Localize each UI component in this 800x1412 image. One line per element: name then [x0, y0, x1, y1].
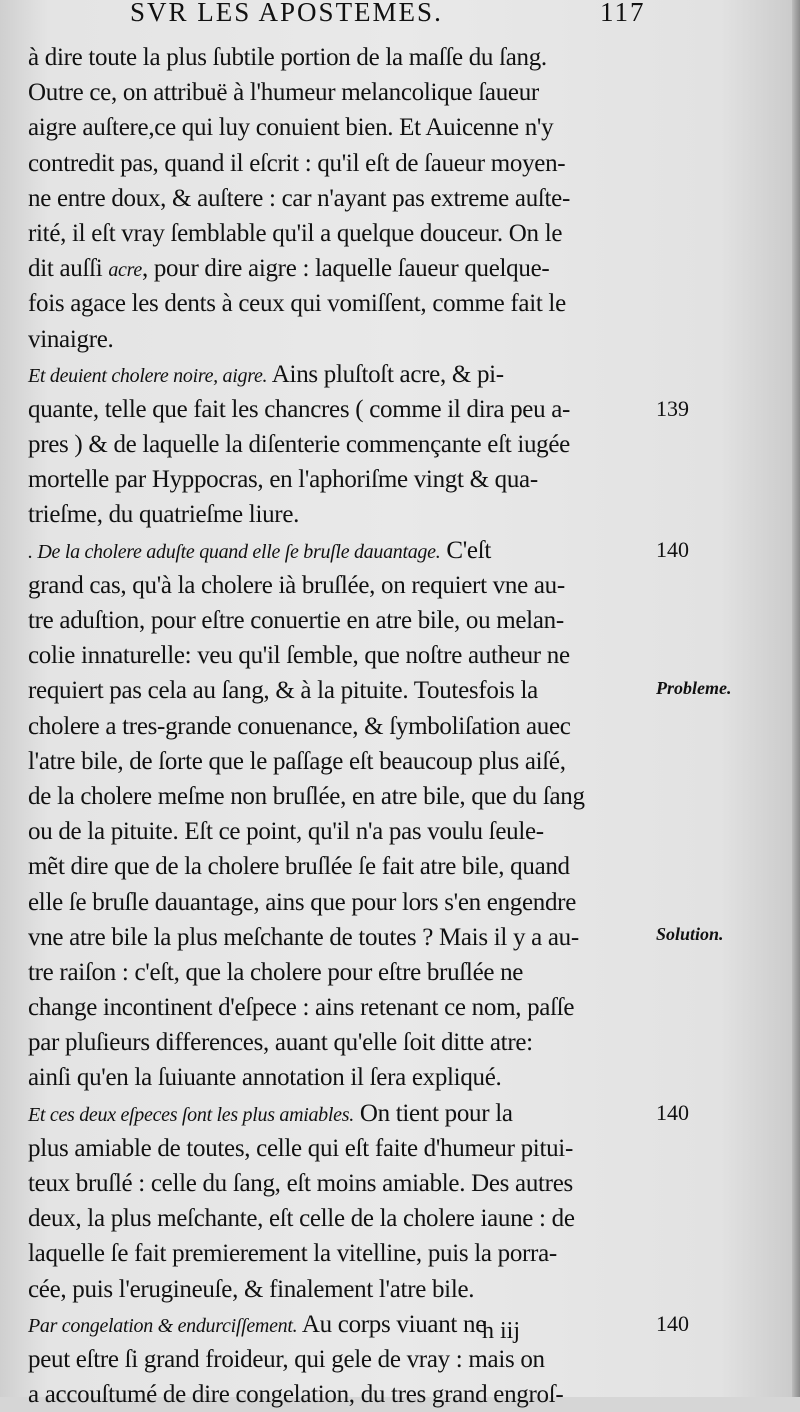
line-text: à dire toute la plus ſubtile portion de la maſſe du ſang.: [28, 44, 547, 71]
text-line: [28, 533, 652, 568]
line-text: contredit pas, quand il eſcrit : qu'il eſt de ſaueur moyen-: [28, 149, 566, 177]
text-line: [28, 849, 652, 884]
text-line: [28, 1236, 652, 1271]
text-line: [28, 1307, 652, 1342]
text-line: [28, 286, 652, 321]
line-text: Ains pluſtoſt acre, & pi-: [267, 360, 504, 388]
text-line: [28, 1096, 652, 1131]
line-text: On tient pour la: [353, 1099, 513, 1127]
italic-lemma: Et ces deux eſpeces ſont les plus amiables.: [28, 1103, 354, 1126]
italic-lemma: Et deuient cholere noire, aigre.: [28, 364, 268, 387]
italic-lemma: acre: [108, 259, 142, 282]
text-line: [28, 1272, 652, 1307]
margin-reference-number: 140: [656, 1311, 689, 1337]
text-line: [28, 955, 652, 990]
line-text: tre aduſtion, pour eſtre conuertie en atre bile, ou melan-: [28, 607, 564, 634]
line-text: par pluſieurs differences, auant qu'elle ſoit ditte atre:: [28, 1029, 533, 1057]
signature-mark: h iij: [482, 1318, 521, 1344]
line-text: deux, la plus meſchante, eſt celle de la cholere iaune : de: [28, 1205, 575, 1233]
text-block: [28, 40, 652, 1412]
running-header: [130, 0, 690, 28]
line-text: ne entre doux, & auſtere : car n'ayant pas extreme auſte-: [28, 184, 571, 212]
line-text: laquelle ſe fait premierement la vitelline, puis la porra-: [28, 1240, 557, 1268]
margin-reference-number: 140: [656, 536, 689, 562]
text-line: [28, 75, 652, 110]
text-line: [28, 427, 652, 462]
line-text: vne atre bile la plus meſchante de toutes ? Mais il y a au-: [28, 923, 579, 951]
text-line: [28, 110, 652, 145]
text-line: [28, 990, 652, 1025]
line-text: mẽt dire que de la cholere bruſlée ſe fait atre bile, quand: [28, 853, 570, 881]
text-line: [28, 920, 652, 955]
text-line: [28, 1377, 652, 1412]
line-text: ainſi qu'en la ſuiuante annotation il ſera expliqué.: [28, 1064, 502, 1092]
line-text: fois agace les dents à ceux qui vomiſſent, comme fait le: [28, 290, 566, 318]
line-text: aigre auſtere,ce qui luy conuient bien. Et Auicenne n'y: [28, 114, 554, 142]
line-text: C'eſt: [440, 536, 492, 564]
line-text: de la cholere meſme non bruſlée, en atre bile, que du ſang: [28, 782, 585, 810]
text-line: [28, 462, 652, 497]
text-line: [28, 568, 652, 603]
line-text: grand cas, qu'à la cholere ià bruſlée, on requiert vne au-: [28, 571, 565, 599]
line-text: pres ) & de laquelle la diſenterie commençante eſt iugée: [28, 431, 570, 459]
text-line: [28, 146, 652, 181]
text-line: [28, 638, 652, 673]
line-text: cholere a tres-grande conuenance, & ſymboliſation auec: [28, 712, 571, 740]
text-line: [28, 814, 652, 849]
line-text: colie innaturelle: veu qu'il ſemble, que noſtre autheur ne: [28, 642, 570, 670]
line-text: cée, puis l'erugineuſe, & finalement l'atre bile.: [28, 1275, 475, 1303]
margin-reference-number: 140: [656, 1100, 689, 1125]
text-line: [28, 181, 652, 216]
text-line: [28, 1131, 652, 1166]
text-line: [28, 1342, 652, 1377]
text-line: [28, 1166, 652, 1201]
text-line: [28, 673, 652, 708]
line-text: ou de la pituite. Eſt ce point, qu'il n'a pas voulu ſeule-: [28, 818, 544, 846]
running-title: SVR LES APOSTEMES.: [130, 0, 443, 27]
text-line: [28, 1201, 652, 1236]
line-text: quante, telle que fait les chancres ( comme il dira peu a-: [28, 395, 571, 423]
line-text: vinaigre.: [28, 325, 114, 353]
line-text: l'atre bile, de ſorte que le paſſage eſt beaucoup plus aiſé,: [28, 747, 566, 775]
margin-note: Probleme.: [656, 677, 732, 698]
line-text: change incontinent d'eſpece : ains retenant ce nom, paſſe: [28, 994, 575, 1022]
line-text: peut eſtre ſi grand froideur, qui gele de vray : mais on: [28, 1345, 545, 1373]
line-text: Outre ce, on attribuë à l'humeur melancolique ſaueur: [28, 79, 539, 107]
margin-reference-number: 139: [656, 396, 689, 421]
italic-lemma: Par congelation & endurciſſement.: [28, 1314, 298, 1337]
text-line: [28, 603, 652, 638]
line-text: tre raiſon : c'eſt, que la cholere pour eſtre bruſlée ne: [28, 958, 524, 986]
text-line: [28, 744, 652, 779]
text-line: [28, 40, 652, 75]
text-line: [28, 779, 652, 814]
margin-note: Solution.: [656, 924, 724, 944]
line-text: mortelle par Hyppocras, en l'aphoriſme vingt & qua-: [28, 466, 538, 494]
line-text: rité, il eſt vray ſemblable qu'il a quelque douceur. On le: [28, 219, 563, 247]
line-text: plus amiable de toutes, celle qui eſt faite d'humeur pitui-: [28, 1134, 573, 1162]
line-text: requiert pas cela au ſang, & à la pituite. Toutesfois la: [28, 677, 538, 705]
text-line: [28, 357, 652, 392]
italic-lemma: . De la cholere aduſte quand elle ſe bruſle dauantage.: [28, 540, 441, 563]
text-line: [28, 1060, 652, 1095]
text-line: [28, 709, 652, 744]
text-line: [28, 392, 652, 427]
line-text: a accouſtumé de dire congelation, du tres grand engroſ-: [28, 1381, 564, 1409]
line-text: Au corps viuant ne: [297, 1310, 487, 1338]
text-line: [28, 1025, 652, 1060]
line-text: dit auſſi: [28, 255, 109, 283]
line-text: elle ſe bruſle dauantage, ains que pour lors s'en engendre: [28, 888, 577, 916]
text-line: [28, 885, 652, 920]
text-line: [28, 251, 652, 286]
text-line: [28, 497, 652, 532]
page-number: 117: [600, 0, 646, 27]
line-text: teux bruſlé : celle du ſang, eſt moins amiable. Des autres: [28, 1170, 573, 1197]
text-line: [28, 216, 652, 251]
line-text: , pour dire aigre : laquelle ſaueur quelque-: [141, 255, 550, 283]
text-line: [28, 322, 652, 357]
line-text: trieſme, du quatrieſme liure.: [28, 501, 300, 529]
